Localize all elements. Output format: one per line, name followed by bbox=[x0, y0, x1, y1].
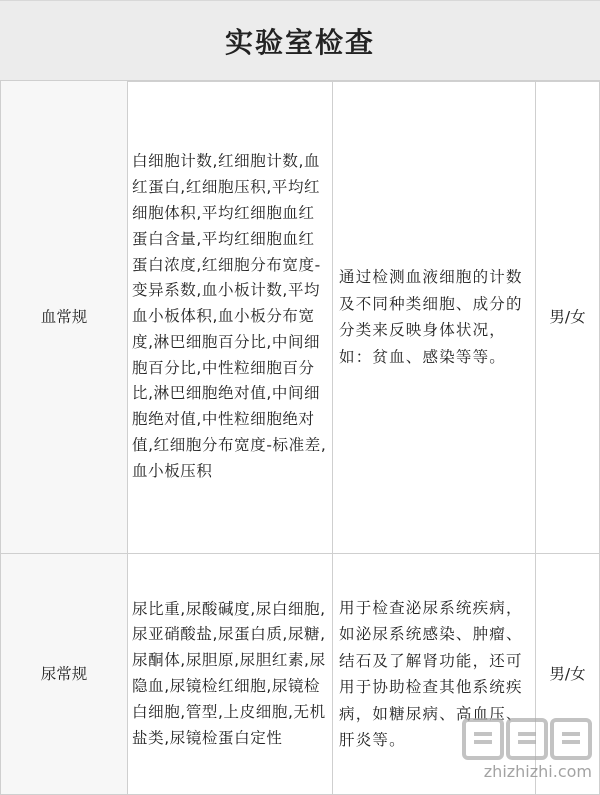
watermark-url: zhizhizhi.com bbox=[483, 762, 592, 781]
site-watermark bbox=[462, 718, 592, 781]
lab-exam-table bbox=[0, 80, 600, 795]
exam-sex-cell: 男/女 bbox=[536, 81, 600, 554]
exam-sex-cell: 男/女 bbox=[536, 554, 600, 795]
table-row bbox=[1, 81, 600, 554]
section-title: 实验室检查 bbox=[224, 26, 375, 59]
exam-items-cell: 尿比重,尿酸碱度,尿白细胞,尿亚硝酸盐,尿蛋白质,尿糖,尿酮体,尿胆原,尿胆红素,尿隐血,尿镜检红细胞,尿镜检白细胞,管型,上皮细胞,无机盐类,尿镜检蛋白定性 bbox=[128, 554, 333, 795]
exam-description-cell: 通过检测血液细胞的计数及不同种类细胞、成分的分类来反映身体状况，如：贫血、感染等等。 bbox=[333, 81, 536, 554]
exam-name-cell: 血常规 bbox=[1, 81, 128, 554]
section-header bbox=[0, 0, 600, 82]
exam-description-cell: 用于检查泌尿系统疾病，如泌尿系统感染、肿瘤、结石及了解肾功能，还可用于协助检查其他系统疾病，如糖尿病、高血压、肝炎等。 bbox=[333, 554, 536, 795]
exam-name-cell: 尿常规 bbox=[1, 554, 128, 795]
exam-items-cell: 白细胞计数,红细胞计数,血红蛋白,红细胞压积,平均红细胞体积,平均红细胞血红蛋白含量,平均红细胞血红蛋白浓度,红细胞分布宽度-变异系数,血小板计数,平均血小板体积,血小板分布宽度,淋巴细胞百分比,中间细胞百分比,中性粒细胞百分比,淋巴细胞绝对值,中间细胞绝对值,中性粒细胞绝对值,红细胞分布宽度-标准差,血小板压积 bbox=[128, 81, 333, 554]
zhi-logo-icon bbox=[462, 718, 592, 760]
